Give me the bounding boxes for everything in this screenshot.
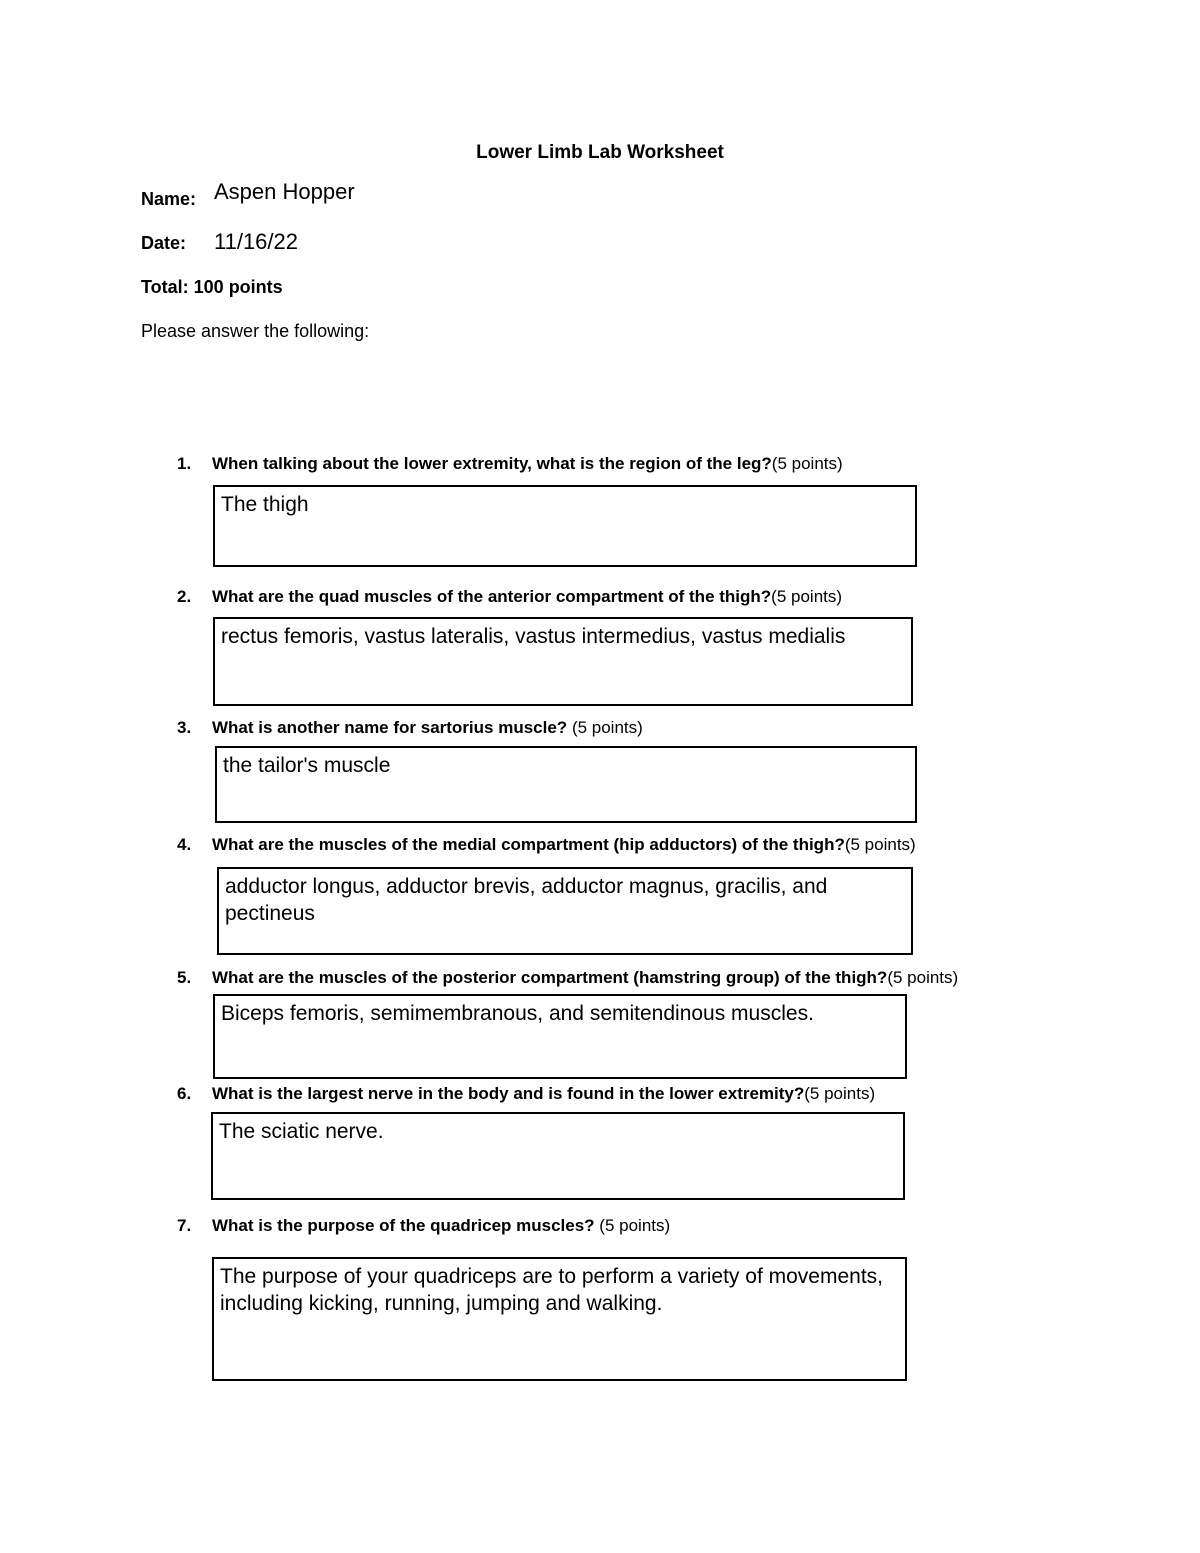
answer-box[interactable]: rectus femoris, vastus lateralis, vastus intermedius, vastus medialis (213, 617, 913, 706)
question-number: 3. (177, 718, 192, 737)
name-label: Name: (141, 189, 197, 209)
answer-box[interactable]: the tailor's muscle (215, 746, 917, 823)
name-value[interactable]: Aspen Hopper (214, 179, 355, 204)
question-number: 1. (177, 454, 192, 473)
question-text: What is the largest nerve in the body and is found in the lower extremity?(5 points) (212, 1084, 876, 1103)
total-points: Total: 100 points (141, 277, 283, 297)
question-number: 4. (177, 835, 192, 854)
date-label: Date: (141, 233, 187, 253)
answer-box[interactable]: The purpose of your quadriceps are to perform a variety of movements, including kicking, running, jumping and walking. (212, 1257, 907, 1381)
question-number: 7. (177, 1216, 192, 1235)
question-text: What are the muscles of the posterior compartment (hamstring group) of the thigh?(5 points) (212, 968, 959, 987)
question-number: 2. (177, 587, 192, 606)
question-number: 5. (177, 968, 192, 987)
question-text: When talking about the lower extremity, what is the region of the leg?(5 points) (212, 454, 843, 473)
instructions: Please answer the following: (141, 321, 370, 341)
answer-box[interactable]: adductor longus, adductor brevis, adductor magnus, gracilis, and pectineus (217, 867, 913, 955)
date-value[interactable]: 11/16/22 (214, 229, 299, 254)
answer-box[interactable]: The sciatic nerve. (211, 1112, 905, 1200)
question-text: What is another name for sartorius muscle? (5 points) (212, 718, 643, 737)
answer-box[interactable]: The thigh (213, 485, 917, 567)
answer-box[interactable]: Biceps femoris, semimembranous, and semitendinous muscles. (213, 994, 907, 1079)
page-title: Lower Limb Lab Worksheet (476, 142, 724, 163)
question-number: 6. (177, 1084, 192, 1103)
question-text: What are the quad muscles of the anterior compartment of the thigh?(5 points) (212, 587, 843, 606)
question-text: What are the muscles of the medial compartment (hip adductors) of the thigh?(5 points) (212, 835, 916, 854)
question-text: What is the purpose of the quadricep muscles? (5 points) (212, 1216, 671, 1235)
